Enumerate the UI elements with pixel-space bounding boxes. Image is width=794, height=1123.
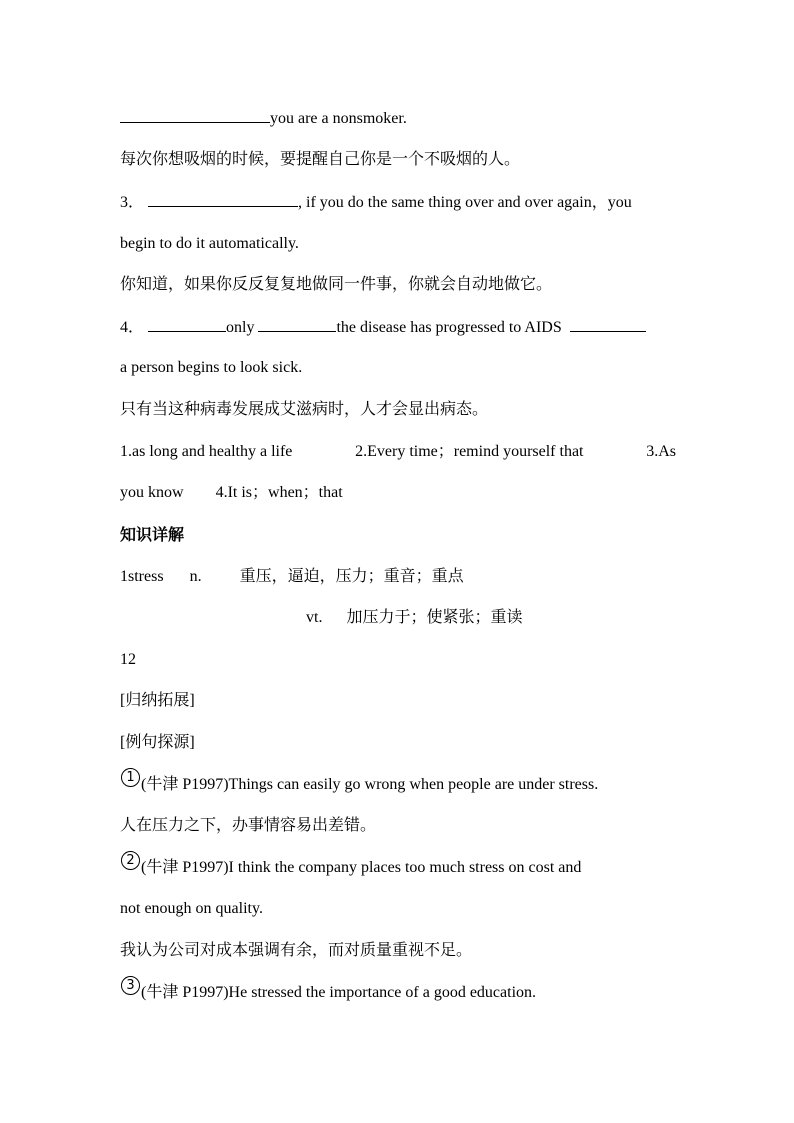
q3-chinese: 你知道，如果你反反复复地做同一件事，你就会自动地做它。 (120, 276, 553, 293)
vocab-noun-line (120, 567, 676, 587)
q2-line (120, 108, 676, 129)
vocab-meaning-vt: 加压力于；使紧张；重读 (346, 609, 523, 626)
q2-chinese: 每次你想吸烟的时候，要提醒自己你是一个不吸烟的人。 (120, 151, 521, 168)
example-2-en: (牛津 P1997)I think the company places too much stress on cost and (141, 859, 582, 876)
q3-text: , if you do the same thing over and over again，you (298, 194, 632, 211)
vocab-pos-n: n. (189, 568, 202, 585)
q2-tail: you are a nonsmoker. (270, 110, 407, 127)
answers-line-1 (120, 442, 676, 462)
answer-3-cont: you know (120, 484, 184, 501)
vocab-pos-vt: vt. (306, 609, 323, 626)
example-3-en: (牛津 P1997)He stressed the importance of a good education. (141, 984, 537, 1001)
answer-2: 2.Every time；remind yourself that (355, 443, 584, 460)
q3-number: 3． (120, 194, 145, 211)
answer-blank (148, 317, 226, 332)
tag-summary: [归纳拓展] (120, 692, 195, 709)
example-1 (121, 770, 677, 795)
answers-line-2 (120, 483, 676, 503)
example-2-en-cont: not enough on quality. (120, 900, 263, 917)
example-2-cn: 我认为公司对成本强调有余，而对质量重视不足。 (120, 942, 473, 959)
answer-blank (148, 192, 298, 207)
answer-3: 3.As (646, 443, 676, 460)
tag-examples: [例句探源] (120, 734, 195, 751)
vocab-meaning-n: 重压，逼迫，压力；重音；重点 (239, 568, 464, 585)
example-1-en: (牛津 P1997)Things can easily go wrong when people are under stress. (141, 776, 599, 793)
answer-blank (570, 317, 646, 332)
answer-1: 1.as long and healthy a life (120, 443, 293, 460)
vocab-verb-line (306, 608, 676, 628)
q4-number: 4． (120, 319, 145, 336)
number-12: 12 (120, 651, 136, 668)
answer-blank (120, 108, 270, 123)
q4-text-2: a person begins to look sick. (120, 359, 303, 376)
circled-number-1: 1 (121, 768, 140, 787)
section-title: 知识详解 (120, 525, 185, 544)
circled-number-2: 2 (121, 851, 140, 870)
q4-chinese: 只有当这种病毒发展成艾滋病时，人才会显出病态。 (120, 401, 489, 418)
answer-blank (258, 317, 336, 332)
example-2 (121, 853, 677, 878)
q4-line (120, 317, 676, 338)
q3-text-2: begin to do it automatically. (120, 235, 299, 252)
q4-word-2: the disease has progressed to AIDS (336, 319, 562, 336)
answer-4: 4.It is；when；that (215, 484, 343, 501)
q4-word-1: only (226, 319, 255, 336)
example-1-cn: 人在压力之下，办事情容易出差错。 (120, 817, 377, 834)
vocab-word: 1stress (120, 568, 164, 585)
circled-number-3: 3 (121, 976, 140, 995)
q3-line (120, 192, 676, 213)
example-3 (121, 978, 677, 1003)
